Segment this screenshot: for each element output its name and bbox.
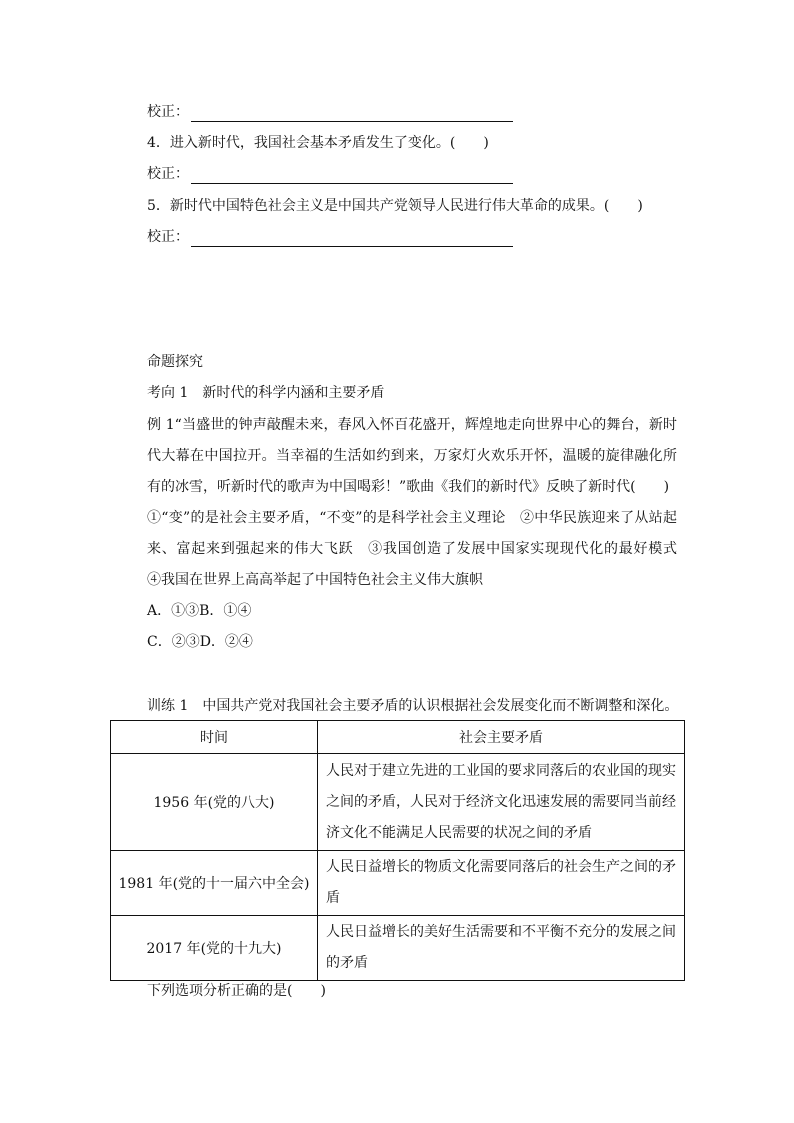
header-time: 时间 [111,721,318,754]
correction-line-3 [147,102,513,122]
training-1-question: 下列选项分析正确的是( ) [147,983,326,999]
cell-contradiction: 人民对于建立先进的工业国的要求同落后的农业国的现实之间的矛盾，人民对于经济文化迅速发展的需要同当前经济文化不能满足人民需要的状况之间的矛盾 [318,754,685,851]
correction-blank[interactable] [191,167,513,184]
option-c-d: C．②③D．②④ [147,634,253,650]
question-5: 5．新时代中国特色社会主义是中国共产党领导人民进行伟大革命的成果。( ) [147,198,643,214]
correction-label: 校正： [147,104,189,120]
cell-time: 1956 年(党的八大) [111,754,318,851]
correction-line-4 [147,164,513,184]
section-title: 命题探究 [147,354,203,370]
contradiction-table [110,720,685,981]
correction-blank[interactable] [191,105,513,122]
option-a-b: A．①③B．①④ [147,603,252,619]
table-row [111,754,685,851]
correction-line-5 [147,227,513,247]
header-contradiction: 社会主要矛盾 [318,721,685,754]
correction-label: 校正： [147,166,189,182]
table-row [111,916,685,981]
cell-time: 1981 年(党的十一届六中全会) [111,851,318,916]
example-1-statements: ①“变”的是社会主要矛盾，“不变”的是科学社会主义理论 ②中华民族迎来了从站起来、富起来到强起来的伟大飞跃 ③我国创造了发展中国家实现现代化的最好模式 ④我国在世界上高高举起了中国特色社会主义伟大旗帜 [147,510,691,588]
question-4: 4．进入新时代，我国社会基本矛盾发生了变化。( ) [147,135,489,151]
cell-contradiction: 人民日益增长的美好生活需要和不平衡不充分的发展之间的矛盾 [318,916,685,981]
table-header-row [111,721,685,754]
correction-label: 校正： [147,229,189,245]
example-1-stem: 例 1“当盛世的钟声敲醒未来，春风入怀百花盛开，辉煌地走向世界中心的舞台，新时代大幕在中国拉开。当幸福的生活如约到来，万家灯火欢乐开怀，温暖的旋律融化所有的冰雪，听新时代的歌声为中国喝彩！”歌曲《我们的新时代》反映了新时代( ) [147,417,677,495]
cell-time: 2017 年(党的十九大) [111,916,318,981]
table-row [111,851,685,916]
correction-blank[interactable] [191,230,513,247]
cell-contradiction: 人民日益增长的物质文化需要同落后的社会生产之间的矛盾 [318,851,685,916]
training-1-intro: 训练 1 中国共产党对我国社会主要矛盾的认识根据社会发展变化而不断调整和深化。 [147,698,679,714]
topic-heading: 考向 1 新时代的科学内涵和主要矛盾 [147,385,385,401]
